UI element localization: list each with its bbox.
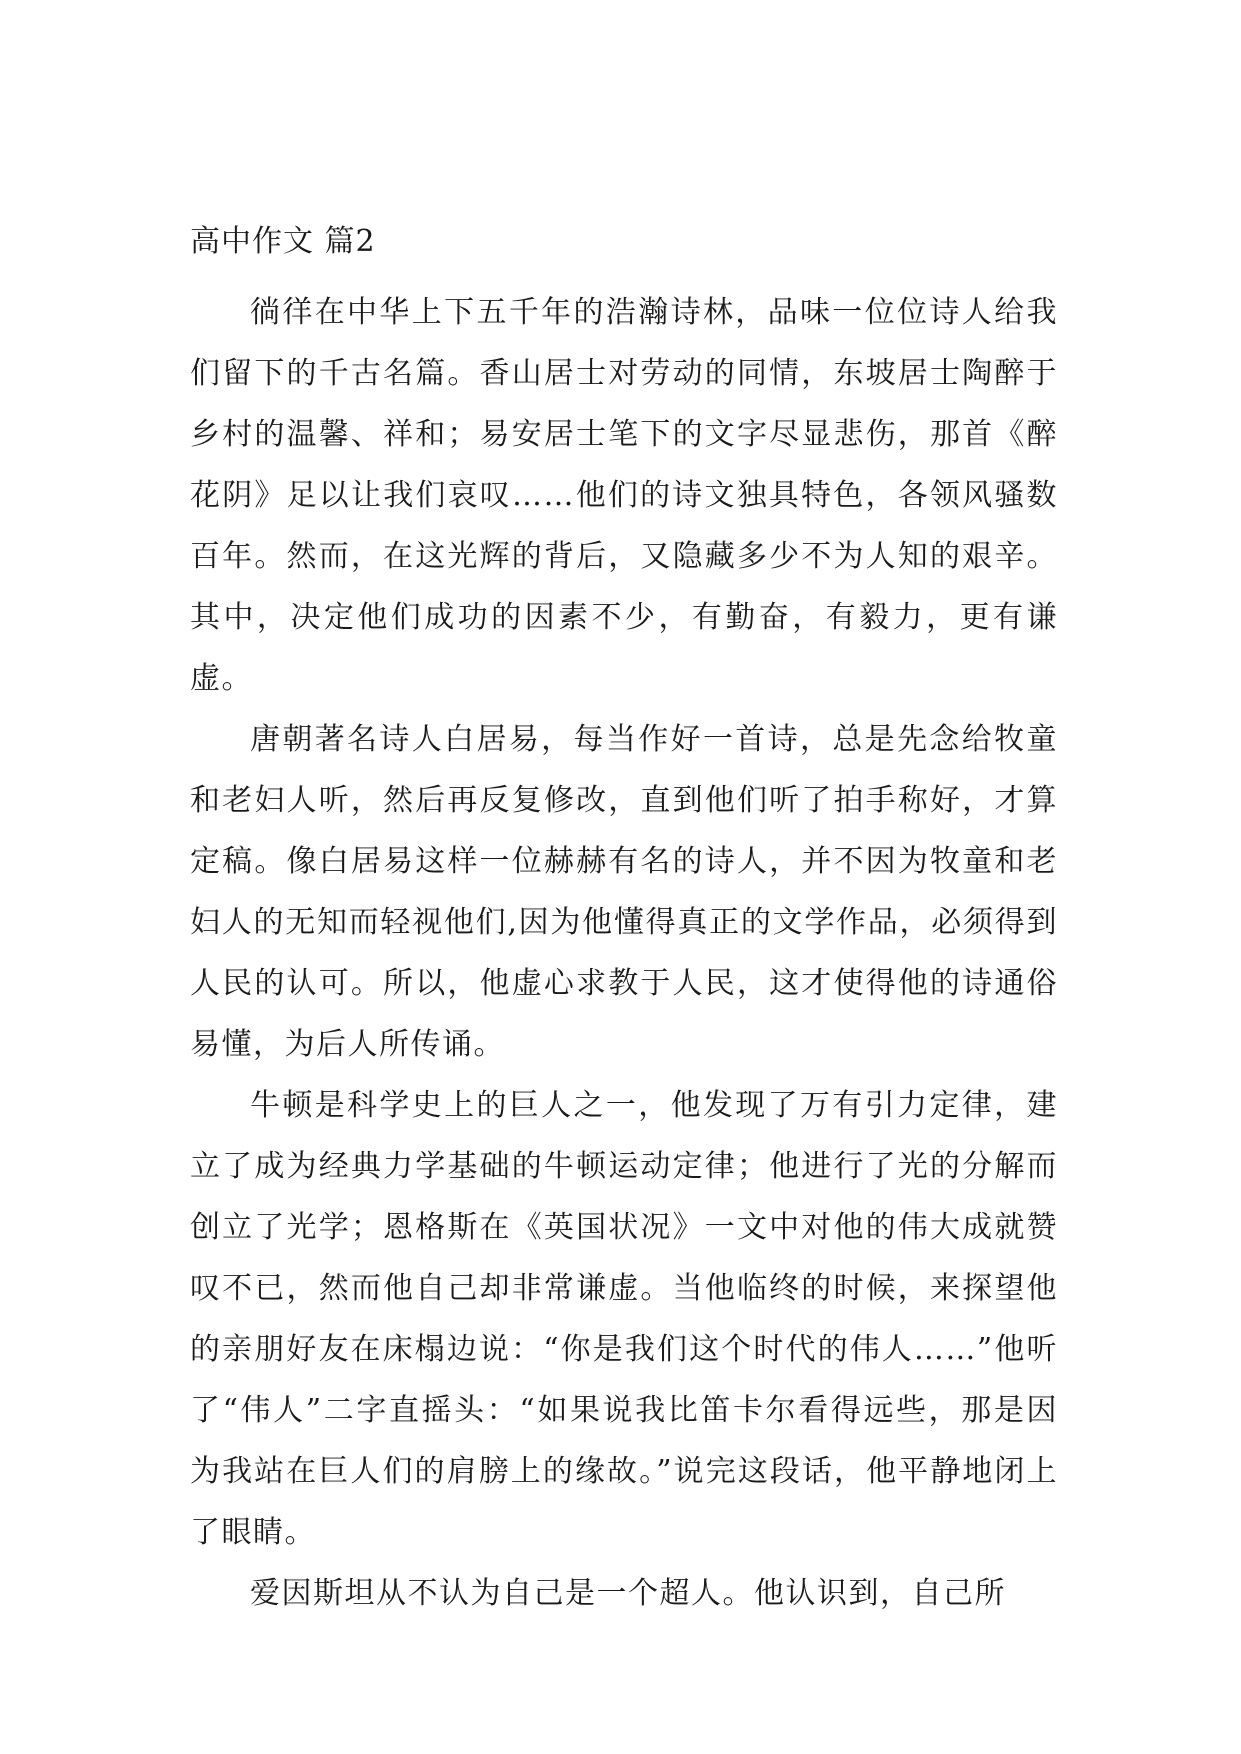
paragraph: 爱因斯坦从不认为自己是一个超人。他认识到，自己所 — [250, 1576, 1006, 1611]
paragraph: 唐朝著名诗人白居易，每当作好一首诗，总是先念给牧童和老妇人听，然后再反复修改，直到他们听了拍手称好，才算定稿。像白居易这样一位赫赫有名的诗人，并不因为牧童和老妇人的无知而轻视他们,因为他懂得真正的文学作品，必须得到人民的认可。所以，他虚心求教于人民，这才使得他的诗通俗易懂，为后人所传诵。 — [190, 722, 1058, 1062]
paragraph: 徜徉在中华上下五千年的浩瀚诗林，品味一位位诗人给我们留下的千古名篇。香山居士对劳动的同情，东坡居士陶醉于乡村的温馨、祥和；易安居士笔下的文字尽显悲伤，那首《醉花阴》足以让我们哀叹……他们的诗文独具特色，各领风骚数百年。然而，在这光辉的背后，又隐藏多少不为人知的艰辛。其中，决定他们成功的因素不少，有勤奋，有毅力，更有谦虚。 — [190, 295, 1058, 696]
essay-body — [190, 282, 1058, 1624]
paragraph: 牛顿是科学史上的巨人之一，他发现了万有引力定律，建立了成为经典力学基础的牛顿运动定律；他进行了光的分解而创立了光学；恩格斯在《英国状况》一文中对他的伟大成就赞叹不已，然而他自己却非常谦虚。当他临终的时候，来探望他的亲朋好友在床榻边说：“你是我们这个时代的伟人……”他听了“伟人”二字直摇头：“如果说我比笛卡尔看得远些，那是因为我站在巨人们的肩膀上的缘故。”说完这段话，他平静地闭上了眼睛。 — [190, 1088, 1058, 1550]
essay-title: 高中作文 篇2 — [190, 224, 376, 259]
